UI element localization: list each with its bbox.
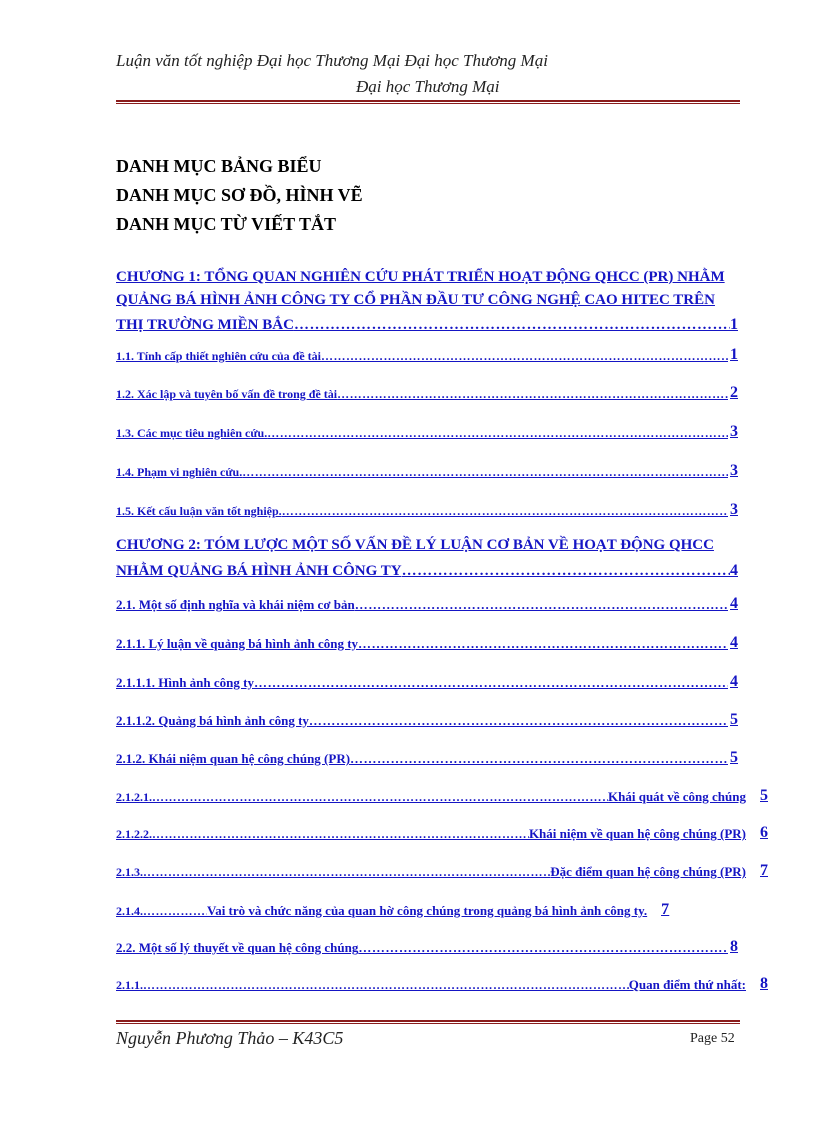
toc-item-2-2[interactable] — [116, 938, 738, 956]
dot-leader — [254, 675, 728, 691]
toc-item-label: Khái quát về công chúng — [608, 789, 746, 804]
toc-chapter-2-page: 4 — [730, 562, 738, 579]
toc-item-2-1-1[interactable] — [116, 634, 738, 652]
toc-item-2-1-4[interactable] — [116, 901, 768, 919]
toc-item-2-1-2-1[interactable] — [116, 787, 768, 805]
toc-item-label: 2.1. Một số định nghĩa và khái niệm cơ bản — [116, 597, 355, 612]
toc-item-number: 2.1.2.2. — [116, 827, 152, 841]
toc-chapter-1-line-2: QUẢNG BÁ HÌNH ẢNH CÔNG TY CỔ PHẦN ĐẦU TƯ CÔNG NGHỆ CAO HITEC TRÊN — [116, 292, 715, 308]
toc-item-2-1-3[interactable] — [116, 862, 768, 880]
toc-item-label: 2.1.1.2. Quảng bá hình ảnh công ty — [116, 713, 309, 728]
toc-item-label: 1.2. Xác lập và tuyên bố vấn đề trong đề tài — [116, 387, 338, 401]
toc-chapter-1-line-1: CHƯƠNG 1: TỔNG QUAN NGHIÊN CỨU PHÁT TRIỂN HOẠT ĐỘNG QHCC (PR) NHẰM — [116, 269, 725, 285]
toc-item-label: 2.1.1. Lý luận về quảng bá hình ảnh công ty — [116, 636, 359, 651]
toc-item-page: 8 — [760, 975, 768, 992]
dot-leader — [358, 940, 728, 956]
dot-leader — [143, 978, 629, 993]
footer-page-number: Page 52 — [690, 1031, 735, 1046]
header-line-2: Đại học Thương Mại — [356, 77, 500, 96]
toc-item-label: 1.1. Tính cấp thiết nghiên cứu của đề tài — [116, 349, 322, 363]
toc-item-page: 6 — [760, 824, 768, 841]
toc-item-1-4[interactable] — [116, 462, 738, 480]
footer-author: Nguyễn Phương Thảo – K43C5 — [116, 1028, 344, 1048]
toc-item-label: Quan điểm thứ nhất: — [628, 977, 746, 992]
toc-item-label: 2.1.1.1. Hình ảnh công ty — [116, 675, 254, 690]
toc-chapter-1[interactable] — [116, 266, 738, 336]
toc-item-1-2[interactable] — [116, 384, 738, 402]
header-line-1: Luận văn tốt nghiệp Đại học Thương Mại Đại học Thương Mại — [116, 51, 548, 70]
toc-item-2-1-1-b[interactable] — [116, 975, 768, 993]
toc-item-2-1-2[interactable] — [116, 749, 738, 767]
dot-leader — [242, 465, 728, 480]
toc-item-label: 1.4. Phạm vi nghiên cứu. — [116, 465, 243, 479]
toc-item-page: 8 — [730, 938, 738, 955]
dot-leader — [358, 636, 728, 652]
dot-leader — [350, 751, 728, 767]
toc-item-page: 1 — [730, 346, 738, 363]
toc-item-page: 5 — [730, 711, 738, 728]
list-headings — [116, 152, 363, 239]
toc-item-label: 1.3. Các mục tiêu nghiên cứu. — [116, 426, 268, 440]
toc-chapter-1-line-3: THỊ TRƯỜNG MIỀN BẮC — [116, 317, 294, 333]
toc-item-number: 2.1.4. — [116, 904, 143, 918]
heading-abbreviations: DANH MỤC TỪ VIẾT TẮT — [116, 214, 337, 234]
toc-item-page: 2 — [730, 384, 738, 401]
toc-item-page: 3 — [730, 501, 738, 518]
dot-leader — [321, 349, 728, 364]
toc-item-page: 5 — [730, 749, 738, 766]
toc-item-label: 2.1.2. Khái niệm quan hệ công chúng (PR) — [116, 751, 351, 766]
toc-item-label: Đặc điểm quan hệ công chúng (PR) — [550, 864, 746, 879]
dot-leader — [337, 387, 728, 402]
toc-item-page: 3 — [730, 423, 738, 440]
heading-diagrams: DANH MỤC SƠ ĐỒ, HÌNH VẼ — [116, 185, 363, 205]
toc-item-2-1[interactable] — [116, 595, 738, 613]
toc-chapter-2-line-1: CHƯƠNG 2: TÓM LƯỢC MỘT SỐ VẤN ĐỀ LÝ LUẬN CƠ BẢN VỀ HOẠT ĐỘNG QHCC — [116, 537, 714, 553]
toc-item-2-1-1-1[interactable] — [116, 673, 738, 691]
page-header — [116, 48, 740, 100]
toc-item-page: 7 — [760, 862, 768, 879]
dot-leader — [143, 865, 550, 880]
toc-item-label: Vai trò và chức năng của quan hờ công chúng trong quảng bá hình ảnh công ty. — [207, 903, 648, 918]
toc-chapter-2[interactable] — [116, 534, 738, 582]
toc-item-1-5[interactable] — [116, 501, 738, 519]
dot-leader — [152, 790, 608, 805]
dot-leader — [152, 827, 529, 842]
toc-item-number: 2.1.3. — [116, 865, 143, 879]
header-rule — [116, 100, 740, 104]
dot-leader — [282, 504, 728, 519]
toc-item-1-1[interactable] — [116, 346, 738, 364]
toc-item-label: Khái niệm về quan hệ công chúng (PR) — [528, 826, 746, 841]
dot-leader — [355, 597, 728, 613]
toc-item-label: 2.2. Một số lý thuyết về quan hệ công chúng — [116, 940, 359, 955]
toc-item-page: 3 — [730, 462, 738, 479]
toc-item-number: 2.1.2.1. — [116, 790, 152, 804]
dot-leader — [294, 314, 730, 336]
toc-item-label: 1.5. Kết cấu luận văn tốt nghiệp. — [116, 504, 282, 518]
toc-item-2-1-1-2[interactable] — [116, 711, 738, 729]
toc-chapter-1-page: 1 — [730, 316, 738, 333]
dot-leader — [143, 904, 207, 919]
dot-leader — [267, 426, 728, 441]
toc-chapter-2-line-2: NHẰM QUẢNG BÁ HÌNH ẢNH CÔNG TY — [116, 563, 402, 579]
toc-item-number: 2.1.1. — [116, 978, 143, 992]
footer-rule — [116, 1020, 740, 1024]
toc-item-page: 5 — [760, 787, 768, 804]
toc-item-1-3[interactable] — [116, 423, 738, 441]
dot-leader — [402, 560, 730, 582]
dot-leader — [309, 713, 728, 729]
toc-item-2-1-2-2[interactable] — [116, 824, 768, 842]
toc-item-page: 7 — [661, 901, 670, 918]
toc-item-page: 4 — [730, 673, 738, 690]
toc-item-page: 4 — [730, 595, 738, 612]
toc-item-page: 4 — [730, 634, 738, 651]
heading-tables: DANH MỤC BẢNG BIỂU — [116, 156, 322, 176]
